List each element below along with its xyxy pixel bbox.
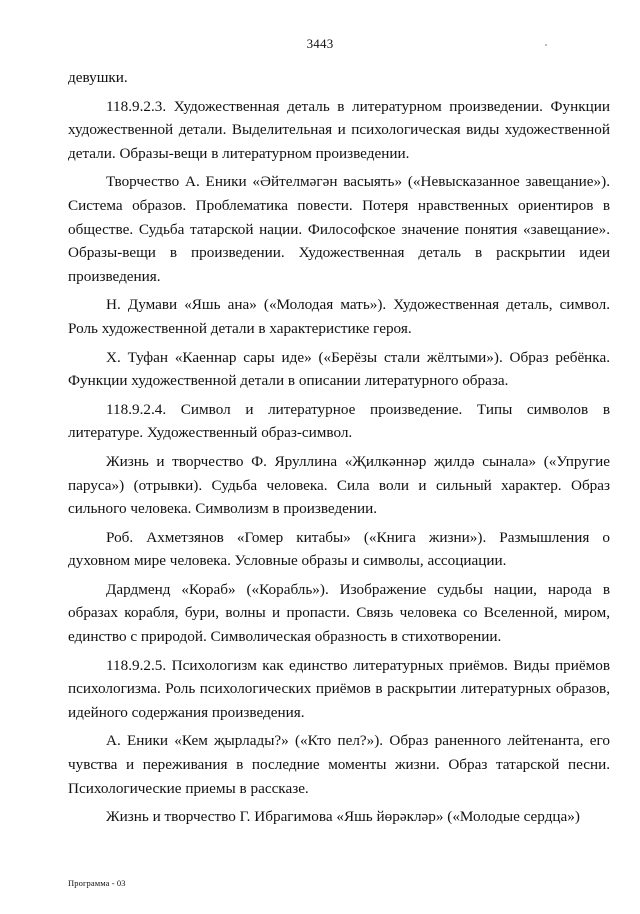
page-number: 3443 [306, 36, 334, 51]
paragraph-ibragimov-yash-yoraklar: Жизнь и творчество Г. Ибрагимова «Яшь йөрәкләр» («Молодые сердца») [106, 808, 580, 826]
paragraph-eniki-zaveshchanie: Творчество А. Еники «Әйтелмәгән васыять» («Невысказанное завещание»). Система образов. Проблематика повести. Потеря нравственных ориентиров в обществе. Судьба татарской нации. Философское значение понятия «завещание». Образы-вещи в произведении. Художественная деталь в раскрытии идеи произведения. [68, 173, 610, 285]
paragraph-dumavi-yash-ana: Н. Думави «Яшь ана» («Молодая мать»). Художественная деталь, символ. Роль художественной детали в характеристике героя. [68, 296, 610, 337]
paragraph-yarullin-jilkannar: Жизнь и творчество Ф. Яруллина «Җилкәннәр җилдә сынала» («Упругие паруса») (отрывки). Судьба человека. Сила воли и сильный характер. Образ сильного человека. Символизм в произведении. [68, 452, 610, 518]
paragraph-eniki-kem-jyrlady: А. Еники «Кем җырлады?» («Кто пел?»). Образ раненного лейтенанта, его чувства и переживания в последние моменты жизни. Образ татарской песни. Психологические приемы в рассказе. [68, 732, 610, 797]
paragraph-section-118-9-2-4: 118.9.2.4. Символ и литературное произведение. Типы символов в литературе. Художественный образ-символ. [68, 400, 610, 442]
document-body [68, 66, 610, 834]
scan-speck [545, 44, 547, 46]
paragraph-akhmetzyanov-gomer: Роб. Ахметзянов «Гомер китабы» («Книга жизни»). Размышления о духовном мире человека. Условные образы и символы, ассоциации. [68, 528, 610, 570]
paragraph-tufan-kaennar: Х. Туфан «Каеннар сары иде» («Берёзы стали жёлтыми»). Образ ребёнка. Функции художественной детали в описании литературного образа. [68, 348, 610, 390]
paragraph-section-118-9-2-3: 118.9.2.3. Художественная деталь в литературном произведении. Функции художественной детали. Выделительная и психологическая виды художественной детали. Образы-вещи в литературном произведении. [68, 97, 610, 162]
paragraph-section-118-9-2-5: 118.9.2.5. Психологизм как единство литературных приёмов. Виды приёмов психологизма. Роль психологических приёмов в раскрытии литературных образов, идейного содержания произведения. [68, 656, 610, 721]
page-footer: Программа - 03 [68, 878, 126, 888]
paragraph-dardmend-korab: Дардменд «Кораб» («Корабль»). Изображение судьбы нации, народа в образах корабля, бури, волны и пропасти. Связь человека со Вселенной, миром, единство с природой. Символическая образность в стихотворении. [68, 580, 610, 646]
paragraph-continuation: девушки. [68, 69, 128, 86]
